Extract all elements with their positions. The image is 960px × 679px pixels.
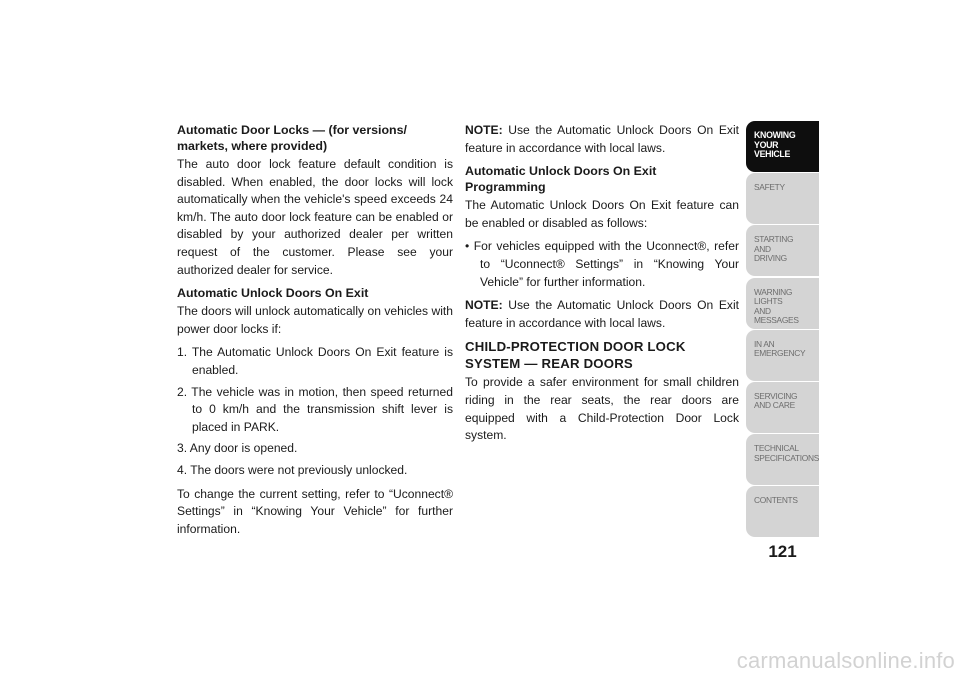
watermark: carmanualsonline.info bbox=[736, 648, 955, 673]
list-item: 2. The vehicle was in motion, then speed returned to 0 km/h and the transmission shift lever is placed in PARK. bbox=[177, 384, 453, 434]
child-protection-paragraph: To provide a safer environment for small children riding in the rear seats, the rear doors are equipped with a Child-Protection Door Lock system. bbox=[465, 375, 739, 443]
section-heading-auto-door-locks: Automatic Door Locks — (for versions/ markets, where provided) bbox=[177, 123, 407, 153]
note-label: NOTE: bbox=[465, 298, 503, 313]
section-heading-unlock-on-exit: Automatic Unlock Doors On Exit bbox=[177, 286, 369, 301]
note-label: NOTE: bbox=[465, 123, 503, 137]
tab-servicing-and-care[interactable]: SERVICING AND CARE bbox=[746, 382, 819, 433]
note-paragraph bbox=[465, 297, 739, 332]
section-heading-child-protection: CHILD-PROTECTION DOOR LOCK SYSTEM — REAR DOORS bbox=[465, 339, 686, 372]
tab-safety[interactable]: SAFETY bbox=[746, 173, 819, 224]
tab-contents[interactable]: CONTENTS bbox=[746, 486, 819, 537]
programming-paragraph: The Automatic Unlock Doors On Exit feature can be enabled or disabled as follows: bbox=[465, 198, 739, 230]
list-item: 4. The doors were not previously unlocked. bbox=[177, 462, 408, 477]
right-column bbox=[465, 122, 739, 451]
note-text: Use the Automatic Unlock Doors On Exit feature in accordance with local laws. bbox=[465, 123, 739, 155]
list-item: 3. Any door is opened. bbox=[177, 441, 298, 456]
page-number: 121 bbox=[768, 542, 797, 561]
chapter-tabs bbox=[746, 121, 819, 539]
note-paragraph bbox=[465, 122, 739, 157]
list-item: 1. The Automatic Unlock Doors On Exit feature is enabled. bbox=[177, 345, 453, 377]
unlock-conditions-list bbox=[177, 344, 453, 479]
left-column bbox=[177, 122, 453, 544]
tab-in-an-emergency[interactable]: IN AN EMERGENCY bbox=[746, 330, 819, 381]
list-item: • For vehicles equipped with the Uconnect®, refer to “Uconnect® Settings” in “Knowing Your Vehicle” for further information. bbox=[465, 239, 739, 289]
programming-list bbox=[465, 238, 739, 291]
note-text: Use the Automatic Unlock Doors On Exit feature in accordance with local laws. bbox=[465, 298, 739, 330]
tab-warning-lights-and-messages[interactable]: WARNING LIGHTS AND MESSAGES bbox=[746, 278, 819, 329]
tab-knowing-your-vehicle[interactable]: KNOWING YOUR VEHICLE bbox=[746, 121, 819, 172]
change-setting-paragraph: To change the current setting, refer to “Uconnect® Settings” in “Knowing Your Vehicle” for further information. bbox=[177, 486, 453, 536]
section-heading-programming: Automatic Unlock Doors On Exit Programming bbox=[465, 164, 657, 195]
tab-starting-and-driving[interactable]: STARTING AND DRIVING bbox=[746, 225, 819, 276]
tab-technical-specifications[interactable]: TECHNICAL SPECIFICATIONS bbox=[746, 434, 819, 485]
auto-door-locks-paragraph: The auto door lock feature default condition is disabled. When enabled, the door locks will lock automatically when the vehicle's speed exceeds 24 km/h. The auto door lock feature can be enabled or disabled by your authorized dealer per written request of the customer. Please see your authorized dealer for service. bbox=[177, 157, 453, 277]
unlock-on-exit-paragraph: The doors will unlock automatically on vehicles with power door locks if: bbox=[177, 304, 453, 336]
